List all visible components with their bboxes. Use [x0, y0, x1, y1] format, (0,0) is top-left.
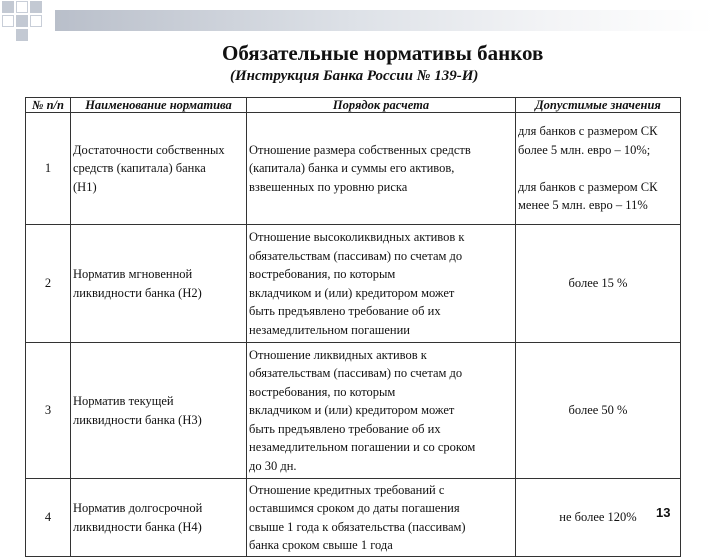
table-row — [26, 113, 681, 225]
row-calc — [247, 479, 516, 557]
row-calc-line: востребования, по которым — [249, 384, 396, 399]
row-calc-line: обязательствам (пассивам) по счетам до — [249, 366, 463, 381]
row-calc-line: незамедлительном погашении и со сроком — [249, 440, 476, 455]
row-calc-line: быть предъявлено требование об их — [249, 421, 441, 436]
row-calc-line: быть предъявлено требование об их — [249, 304, 441, 318]
row-calc — [247, 343, 516, 479]
deco-square — [2, 15, 14, 27]
standards-table — [25, 97, 681, 557]
row-calc-line: Отношение высоколиквидных активов к — [249, 230, 465, 244]
row-calc-line: (капитала) банка и суммы его активов, — [249, 161, 455, 176]
row-value: более 50 % — [516, 343, 681, 479]
table-header-row — [26, 98, 681, 113]
row-name-line: ликвидности банка (Н2) — [73, 285, 202, 300]
deco-square — [30, 15, 42, 27]
row-name — [71, 225, 247, 343]
deco-square — [16, 15, 28, 27]
column-header-num: № п/п — [26, 98, 71, 113]
row-name — [71, 343, 247, 479]
row-calc-line: Отношение ликвидных активов к — [249, 347, 427, 362]
row-calc-line: свыше 1 года к обязательства (пассивам) — [249, 519, 466, 534]
row-calc-line: вкладчиком и (или) кредитором может — [249, 285, 455, 300]
row-calc-line: обязательствам (пассивам) по счетам до — [249, 248, 463, 263]
row-calc-line: до 30 дн. — [249, 458, 297, 473]
row-calc — [247, 113, 516, 225]
page-title: Обязательные нормативы банков — [222, 41, 544, 65]
row-name-line: ликвидности банка (Н4) — [73, 519, 202, 534]
table-row — [26, 225, 681, 343]
deco-square — [16, 1, 28, 13]
page-subtitle: (Инструкция Банка России № 139-И) — [230, 68, 479, 84]
row-calc — [247, 225, 516, 343]
row-name — [71, 113, 247, 225]
row-value-line: для банков с размером СК — [518, 179, 658, 194]
row-name-line: Достаточности собственных — [73, 142, 225, 157]
header-decoration — [0, 0, 420, 40]
row-number: 3 — [26, 343, 71, 479]
row-value-line: для банков с размером СК — [518, 124, 658, 139]
row-name-line: Норматив мгновенной — [73, 267, 193, 281]
row-value-spacer — [518, 159, 678, 178]
column-header-calc: Порядок расчета — [247, 98, 516, 113]
row-name-line: (Н1) — [73, 179, 97, 194]
row-calc-line: востребования, по которым — [249, 267, 396, 281]
row-calc-line: вкладчиком и (или) кредитором может — [249, 403, 455, 418]
row-calc-line: банка сроком свыше 1 года — [249, 538, 393, 552]
row-calc-line: взвешенных по уровню риска — [249, 179, 408, 194]
row-calc-line: оставшимся сроком до даты погашения — [249, 501, 460, 515]
deco-square — [2, 1, 14, 13]
column-header-value: Допустимые значения — [516, 98, 681, 113]
row-value: не более 120% — [516, 479, 681, 557]
page-number: 13 — [656, 505, 671, 520]
row-value-line — [518, 141, 678, 160]
row-name-line: Норматив долгосрочной — [73, 501, 203, 515]
row-name-line: ликвидности банка (Н3) — [73, 412, 202, 427]
row-name-line: средств (капитала) банка — [73, 161, 206, 176]
row-calc-line: Отношение размера собственных средств — [249, 142, 471, 157]
row-calc-line: незамедлительном погашении — [249, 322, 410, 337]
table-row — [26, 479, 681, 557]
row-calc-line: Отношение кредитных требований с — [249, 482, 445, 497]
row-name-line: Норматив текущей — [73, 394, 174, 408]
row-value: более 15 % — [516, 225, 681, 343]
row-value-line: менее 5 млн. евро – 11% — [518, 198, 648, 213]
row-number: 2 — [26, 225, 71, 343]
row-number: 1 — [26, 113, 71, 225]
deco-square — [30, 1, 42, 13]
table-row — [26, 343, 681, 479]
row-value — [516, 113, 681, 225]
row-value-text: более 5 млн. евро – 10%; — [518, 142, 651, 157]
header-gradient-bar — [55, 10, 715, 31]
deco-square — [16, 29, 28, 41]
row-name — [71, 479, 247, 557]
row-number: 4 — [26, 479, 71, 557]
column-header-name: Наименование норматива — [71, 98, 247, 113]
